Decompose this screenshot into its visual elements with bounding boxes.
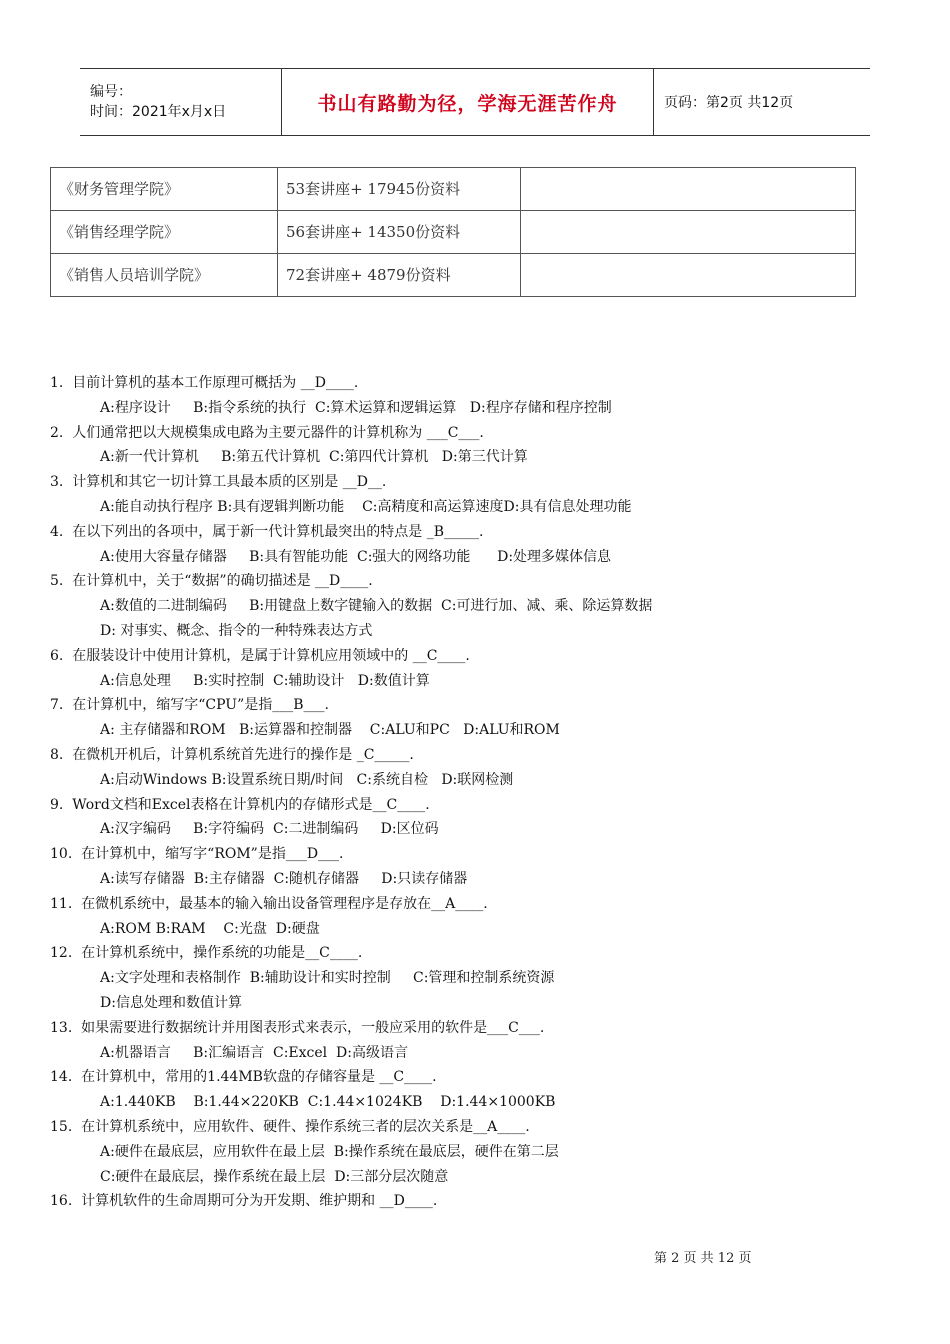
question-list [50, 371, 850, 1214]
question-options: A:读写存储器 B:主存储器 C:随机存储器 D:只读存储器 [100, 870, 468, 887]
resource-detail: 53套讲座+ 17945份资料 [278, 168, 521, 211]
page-header [80, 68, 870, 136]
table-row [51, 211, 856, 254]
question-text: 6. 在服装设计中使用计算机，是属于计算机应用领域中的 __C____. [50, 647, 470, 664]
table-row [51, 254, 856, 297]
resource-name: 《销售经理学院》 [51, 211, 278, 254]
question-text: 2. 人们通常把以大规模集成电路为主要元器件的计算机称为 ___C___. [50, 424, 484, 441]
question-text: 14. 在计算机中，常用的1.44MB软盘的存储容量是 __C____. [50, 1069, 437, 1086]
question-text: 8. 在微机开机后，计算机系统首先进行的操作是 _C_____. [50, 746, 414, 763]
question-options: A:硬件在最底层，应用软件在最上层 B:操作系统在最底层，硬件在第二层 [100, 1143, 559, 1160]
resource-extra [521, 211, 856, 254]
question-options: A:文字处理和表格制作 B:辅助设计和实时控制 C:管理和控制系统资源 [100, 970, 555, 987]
question-options: A:信息处理 B:实时控制 C:辅助设计 D:数值计算 [100, 672, 430, 689]
question-options: D:信息处理和数值计算 [100, 994, 242, 1011]
resource-name: 《销售人员培训学院》 [51, 254, 278, 297]
question-text: 13. 如果需要进行数据统计并用图表形式来表示，一般应采用的软件是___C___. [50, 1019, 545, 1036]
document-date: 时间：2021年x月x日 [90, 104, 227, 120]
resource-detail: 56套讲座+ 14350份资料 [278, 211, 521, 254]
resource-detail: 72套讲座+ 4879份资料 [278, 254, 521, 297]
question-options: A:汉字编码 B:字符编码 C:二进制编码 D:区位码 [100, 821, 439, 838]
question-options: D: 对事实、概念、指令的一种特殊表达方式 [100, 622, 373, 639]
header-motto: 书山有路勤为径，学海无涯苦作舟 [317, 92, 618, 115]
resource-extra [521, 254, 856, 297]
question-text: 12. 在计算机系统中，操作系统的功能是__C____. [50, 945, 363, 962]
question-text: 10. 在计算机中，缩写字“ROM”是指___D___. [50, 846, 344, 863]
question-options: A:数值的二进制编码 B:用键盘上数字键输入的数据 C:可进行加、减、乘、除运算数据 [100, 598, 653, 615]
header-meta [80, 69, 282, 135]
header-motto-cell [282, 69, 654, 135]
question-options: A:能自动执行程序 B:具有逻辑判断功能 C:高精度和高运算速度D:具有信息处理功能 [100, 498, 632, 515]
question-text: 11. 在微机系统中，最基本的输入输出设备管理程序是存放在__A____. [50, 895, 488, 912]
question-text: 16. 计算机软件的生命周期可分为开发期、维护期和 __D____. [50, 1193, 438, 1210]
table-row [51, 168, 856, 211]
question-options: A:使用大容量存储器 B:具有智能功能 C:强大的网络功能 D:处理多媒体信息 [100, 548, 612, 565]
question-options: A:机器语言 B:汇编语言 C:Excel D:高级语言 [100, 1044, 408, 1061]
question-options: A:1.440KB B:1.44×220KB C:1.44×1024KB D:1.44×1000KB [100, 1094, 556, 1111]
resource-table [50, 167, 856, 297]
question-text: 5. 在计算机中，关于“数据”的确切描述是 __D____. [50, 573, 373, 590]
question-text: 9. Word文档和Excel表格在计算机内的存储形式是__C____. [50, 796, 430, 813]
question-text: 15. 在计算机系统中，应用软件、硬件、操作系统三者的层次关系是__A____. [50, 1118, 530, 1135]
question-options: A: 主存储器和ROM B:运算器和控制器 C:ALU和PC D:ALU和ROM [100, 722, 560, 739]
question-text: 4. 在以下列出的各项中，属于新一代计算机最突出的特点是 _B_____. [50, 523, 484, 540]
resource-name: 《财务管理学院》 [51, 168, 278, 211]
question-options: A:程序设计 B:指令系统的执行 C:算术运算和逻辑运算 D:程序存储和程序控制 [100, 399, 612, 416]
question-options: A:ROM B:RAM C:光盘 D:硬盘 [100, 920, 320, 937]
header-page-cell [654, 69, 870, 135]
question-options: A:启动Windows B:设置系统日期/时间 C:系统自检 D:联网检测 [100, 771, 514, 788]
header-page-number: 页码：第2页 共12页 [664, 95, 794, 111]
page-footer: 第 2 页 共 12 页 [654, 1251, 752, 1266]
resource-extra [521, 168, 856, 211]
question-text: 1. 目前计算机的基本工作原理可概括为 __D____. [50, 375, 359, 391]
question-options: A:新一代计算机 B:第五代计算机 C:第四代计算机 D:第三代计算 [100, 449, 528, 466]
question-options: C:硬件在最底层，操作系统在最上层 D:三部分层次随意 [100, 1168, 449, 1185]
question-text: 7. 在计算机中，缩写字“CPU”是指___B___. [50, 697, 329, 714]
document-number: 编号： [90, 84, 132, 100]
question-text: 3. 计算机和其它一切计算工具最本质的区别是 __D__. [50, 474, 387, 491]
